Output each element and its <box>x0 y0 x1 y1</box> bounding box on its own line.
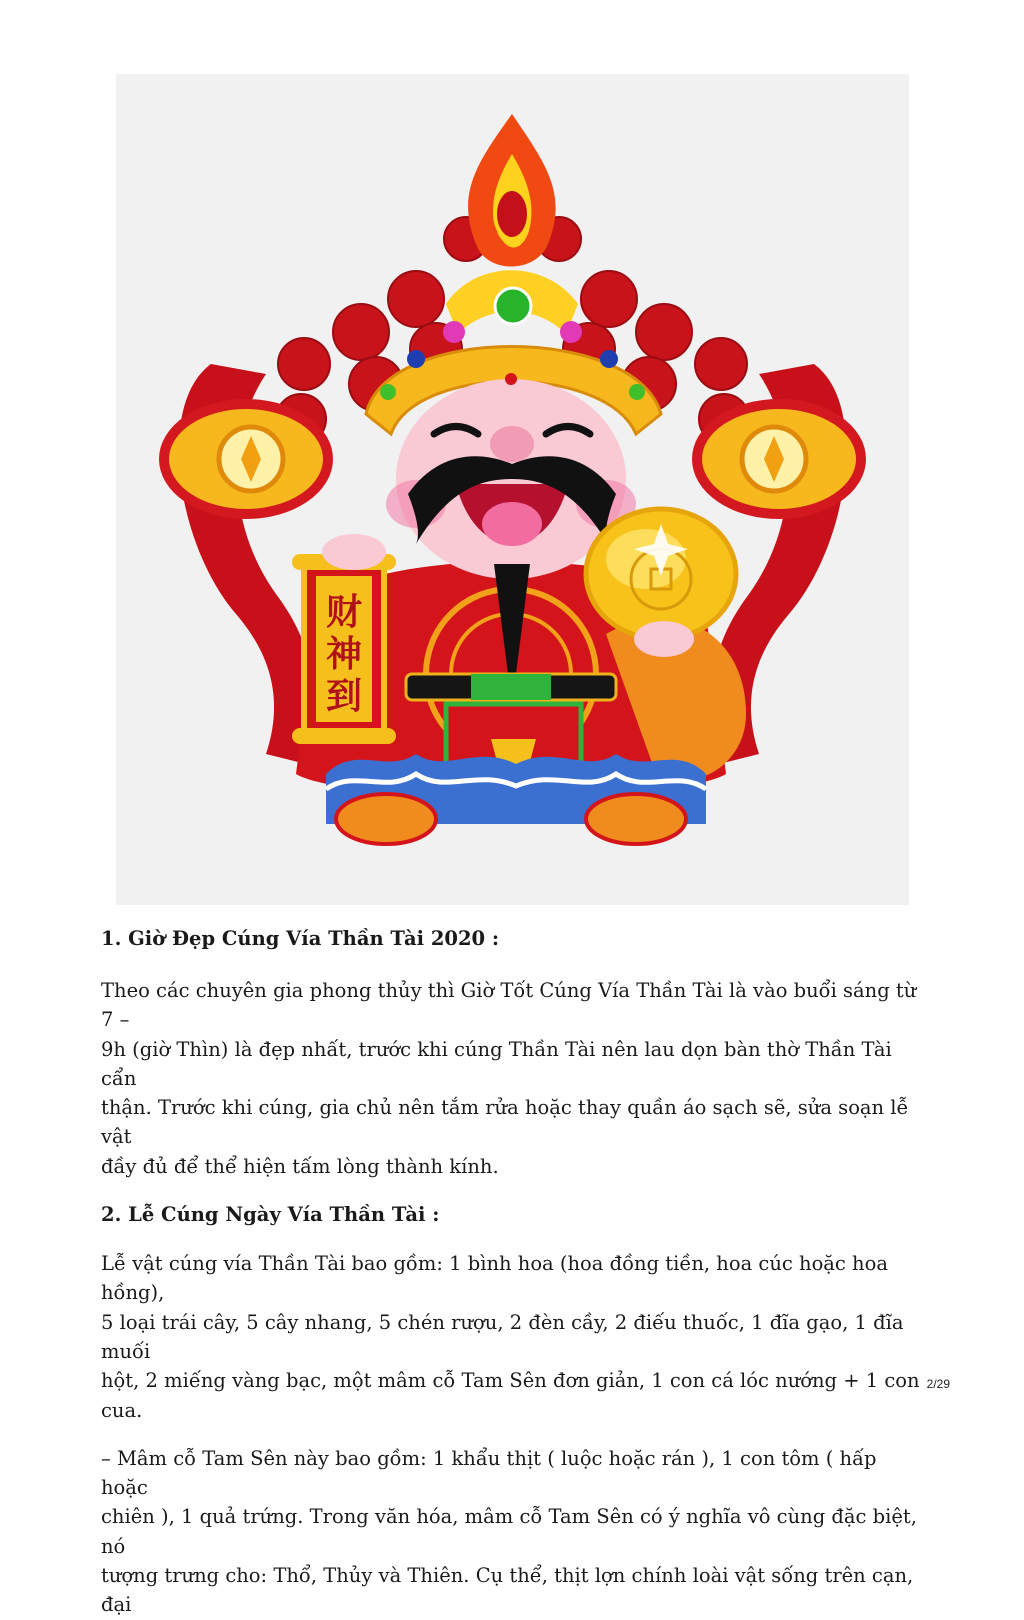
line: chiên ), 1 quả trứng. Trong văn hóa, mâm cỗ Tam Sên có ý nghĩa vô cùng đặc biệt, nó <box>101 1505 917 1558</box>
line: hột, 2 miếng vàng bạc, một mâm cỗ Tam Sên đơn giản, 1 con cá lóc nướng + 1 con cua. <box>101 1369 920 1422</box>
article-content <box>101 922 921 1620</box>
line: Lễ vật cúng vía Thần Tài bao gồm: 1 bình hoa (hoa đồng tiền, hoa cúc hoặc hoa hồng), <box>101 1252 888 1305</box>
god-of-wealth-illustration <box>116 74 909 905</box>
line: thận. Trước khi cúng, gia chủ nên tắm rửa hoặc thay quần áo sạch sẽ, sửa soạn lễ vật <box>101 1096 909 1149</box>
paragraph-3 <box>101 1444 921 1620</box>
scroll-char-1: 财 <box>325 592 363 633</box>
line: đầy đủ để thể hiện tấm lòng thành kính. <box>101 1154 499 1178</box>
page-number: 2/29 <box>926 1377 950 1391</box>
line: – Mâm cỗ Tam Sên này bao gồm: 1 khẩu thịt ( luộc hoặc rán ), 1 con tôm ( hấp hoặc <box>101 1446 877 1500</box>
paragraph-2 <box>101 1249 921 1425</box>
line: Theo các chuyên gia phong thủy thì Giờ Tốt Cúng Vía Thần Tài là vào buổi sáng từ 7 – <box>101 979 917 1032</box>
line: tượng trưng cho: Thổ, Thủy và Thiên. Cụ thể, thịt lợn chính loài vật sống trên cạn, đại <box>101 1564 914 1617</box>
section-heading-2: 2. Lễ Cúng Ngày Vía Thần Tài : <box>101 1203 440 1227</box>
line: 5 loại trái cây, 5 cây nhang, 5 chén rượu, 2 đèn cầy, 2 điếu thuốc, 1 đĩa gạo, 1 đĩa muối <box>101 1310 904 1363</box>
scroll-char-3: 到 <box>325 676 363 717</box>
paragraph-1 <box>101 976 921 1181</box>
scroll-char-2: 神 <box>325 634 363 675</box>
section-heading-1: 1. Giờ Đẹp Cúng Vía Thần Tài 2020 : <box>101 927 500 950</box>
line: 9h (giờ Thìn) là đẹp nhất, trước khi cúng Thần Tài nên lau dọn bàn thờ Thần Tài cẩn <box>101 1037 892 1090</box>
